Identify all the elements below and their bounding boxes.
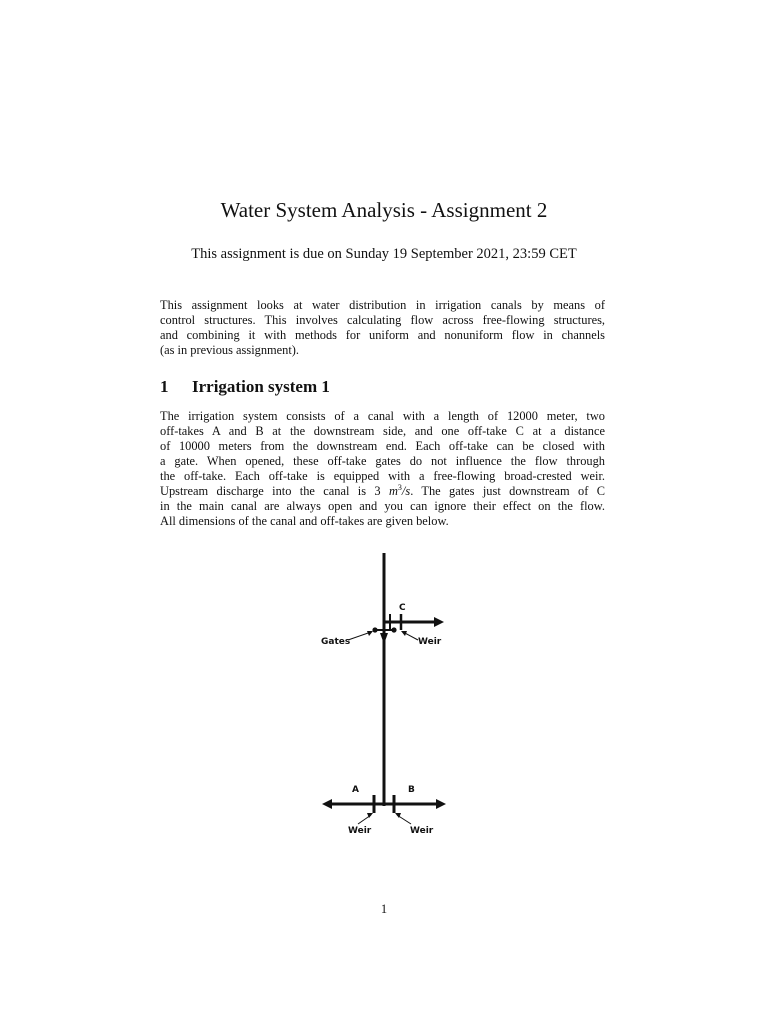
intro-line: (as in previous assignment). [160, 343, 300, 357]
discharge-text-before: Upstream discharge into the canal is 3 [160, 484, 389, 498]
body-line: a gate. When opened, these off-take gates do not influence the flow through [160, 454, 605, 468]
discharge-unit-tail: /s [401, 484, 411, 498]
body-line: off-takes A and B at the downstream side, and one off-take C at a distance [160, 424, 605, 438]
offtake-c-label: C [399, 603, 406, 613]
gates-label: Gates [321, 637, 351, 647]
intro-paragraph [160, 298, 605, 358]
intro-line: and combining it with methods for uniform and nonuniform flow in channels [160, 328, 605, 342]
body-line: All dimensions of the canal and off-takes are given below. [160, 514, 449, 528]
body-line: of 10000 meters from the downstream end. Each off-take can be closed with [160, 439, 605, 453]
body-line: the off-take. Each off-take is equipped with a free-flowing broad-crested weir. [160, 469, 605, 483]
main-canal-flow-arrow [380, 633, 388, 644]
offtake-a-arrow [322, 799, 332, 809]
offtake-b-label: B [408, 785, 415, 795]
body-paragraph [160, 409, 605, 529]
gates-pointer [348, 632, 371, 640]
canal-diagram [310, 548, 460, 843]
discharge-unit-exponent: 3 [397, 482, 402, 492]
offtake-c-arrow [434, 617, 444, 627]
document-title: Water System Analysis - Assignment 2 [220, 198, 548, 222]
section-title: Irrigation system 1 [192, 377, 330, 396]
offtake-a-label: A [352, 785, 359, 795]
body-line: The irrigation system consists of a canal with a length of 12000 meter, two [160, 409, 605, 423]
weir-b-label: Weir [410, 826, 434, 836]
offtake-b-arrow [436, 799, 446, 809]
canal-diagram-svg [310, 548, 460, 843]
intro-line: control structures. This involves calculating flow across free-flowing structures, [160, 313, 605, 327]
intro-line: This assignment looks at water distribution in irrigation canals by means of [160, 298, 605, 312]
section-number: 1 [160, 377, 169, 396]
body-line: in the main canal are always open and you can ignore their effect on the flow. [160, 499, 605, 513]
discharge-text-after: . The gates just downstream of C [410, 484, 605, 498]
weir-c-label: Weir [418, 637, 442, 647]
discharge-line [160, 484, 605, 499]
discharge-unit-base: m [388, 484, 398, 498]
weir-a-label: Weir [348, 826, 372, 836]
page-number: 1 [380, 902, 388, 916]
due-date-notice: This assignment is due on Sunday 19 September 2021, 23:59 CET [191, 246, 577, 262]
section-heading [160, 376, 330, 398]
